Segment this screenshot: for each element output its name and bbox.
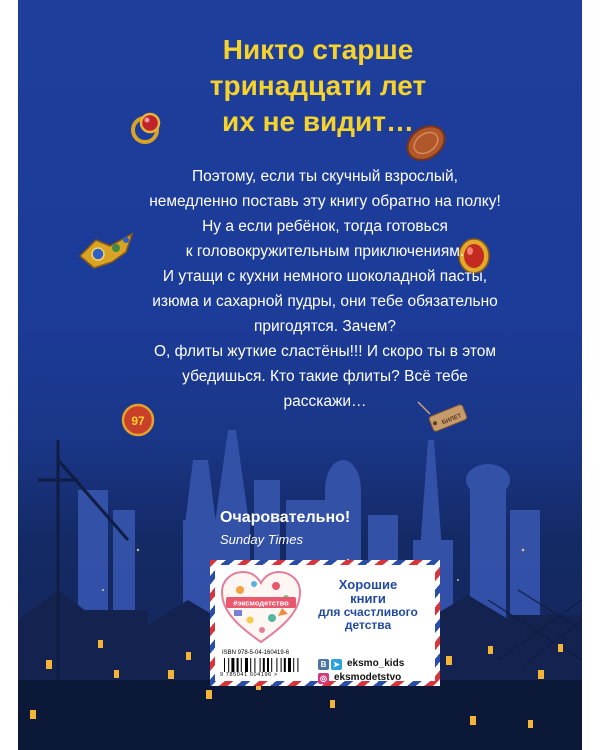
barcode-bar bbox=[271, 658, 272, 672]
back-cover bbox=[18, 0, 582, 750]
barcode-number: 9 785041 604196 > bbox=[220, 672, 278, 678]
isbn-number: ISBN 978-5-04-160419-6 bbox=[222, 650, 290, 656]
barcode-bar bbox=[231, 658, 234, 672]
barcode-bar bbox=[260, 658, 261, 672]
barcode-bar bbox=[276, 658, 277, 672]
telegram-icon: ➤ bbox=[331, 659, 342, 670]
social-row-detstvo[interactable] bbox=[318, 672, 401, 684]
barcode-bar bbox=[254, 658, 255, 672]
heart-label: #эксмодетство bbox=[233, 598, 289, 608]
barcode-graphic bbox=[222, 658, 316, 672]
blurb-line: И утащи с кухни немного шоколадной пасты, bbox=[162, 268, 488, 285]
barcode-bar bbox=[263, 658, 265, 672]
barcode-bar bbox=[297, 658, 298, 672]
blurb-line: Поэтому, если ты скучный взрослый, bbox=[192, 168, 458, 185]
slogan-line: для счастливого bbox=[318, 605, 418, 619]
blurb-line: к головокружительным приключениям. bbox=[185, 243, 465, 260]
copper-coin-illustration bbox=[403, 120, 449, 166]
review-source: Sunday Times bbox=[220, 532, 303, 547]
barcode-bar bbox=[284, 658, 286, 672]
headline-line: тринадцати лет bbox=[209, 70, 427, 101]
barcode-bar bbox=[228, 658, 229, 672]
vk-icon: В bbox=[318, 659, 329, 670]
blurb-line: О, флиты жуткие сластёны!!! И скоро ты в этом bbox=[153, 343, 497, 360]
tag-label: БИЛЕТ bbox=[441, 413, 463, 427]
social-row-kids[interactable] bbox=[318, 658, 404, 670]
blurb-line: пригодятся. Зачем? bbox=[254, 318, 396, 335]
slogan-line: книги bbox=[350, 591, 386, 606]
blurb-line: изюма и сахарной пудры, они тебе обязательно bbox=[152, 293, 498, 310]
slogan-line: Хорошие bbox=[338, 577, 398, 592]
ruby-ring-illustration bbox=[128, 108, 168, 148]
isbn-barcode-block bbox=[220, 650, 320, 680]
blurb-line: немедленно поставь эту книгу обратно на полку! bbox=[149, 193, 501, 210]
blurb-text bbox=[70, 164, 580, 414]
barcode-bar bbox=[241, 658, 242, 672]
heart-logo-icon bbox=[220, 570, 302, 646]
social-handle-detstvo: eksmodetstvo bbox=[334, 672, 402, 683]
coin-label: 97 bbox=[131, 414, 145, 428]
headline-line: Никто старше bbox=[222, 34, 414, 65]
barcode-bar bbox=[250, 658, 251, 672]
review-quote: Очаровательно! bbox=[220, 509, 351, 526]
blurb-line: Ну а если ребёнок, тогда готовься bbox=[202, 218, 448, 235]
slogan-line: детства bbox=[344, 618, 392, 632]
publisher-card bbox=[210, 560, 440, 686]
blurb-line: расскажи… bbox=[283, 393, 367, 410]
blurb-line: убедишься. Кто такие флиты? Всё тебе bbox=[182, 368, 468, 385]
barcode-bar bbox=[224, 658, 225, 672]
social-handle-kids: eksmo_kids bbox=[347, 658, 405, 669]
barcode-bar bbox=[245, 658, 248, 672]
barcode-bar bbox=[267, 658, 269, 672]
barcode-bar bbox=[293, 658, 294, 672]
barcode-bar bbox=[281, 658, 282, 672]
barcode-bar bbox=[288, 658, 291, 672]
publisher-slogan bbox=[308, 578, 428, 632]
headline-line: их не видит… bbox=[222, 106, 414, 137]
instagram-icon: ◎ bbox=[318, 673, 329, 684]
barcode-bar bbox=[237, 658, 239, 672]
